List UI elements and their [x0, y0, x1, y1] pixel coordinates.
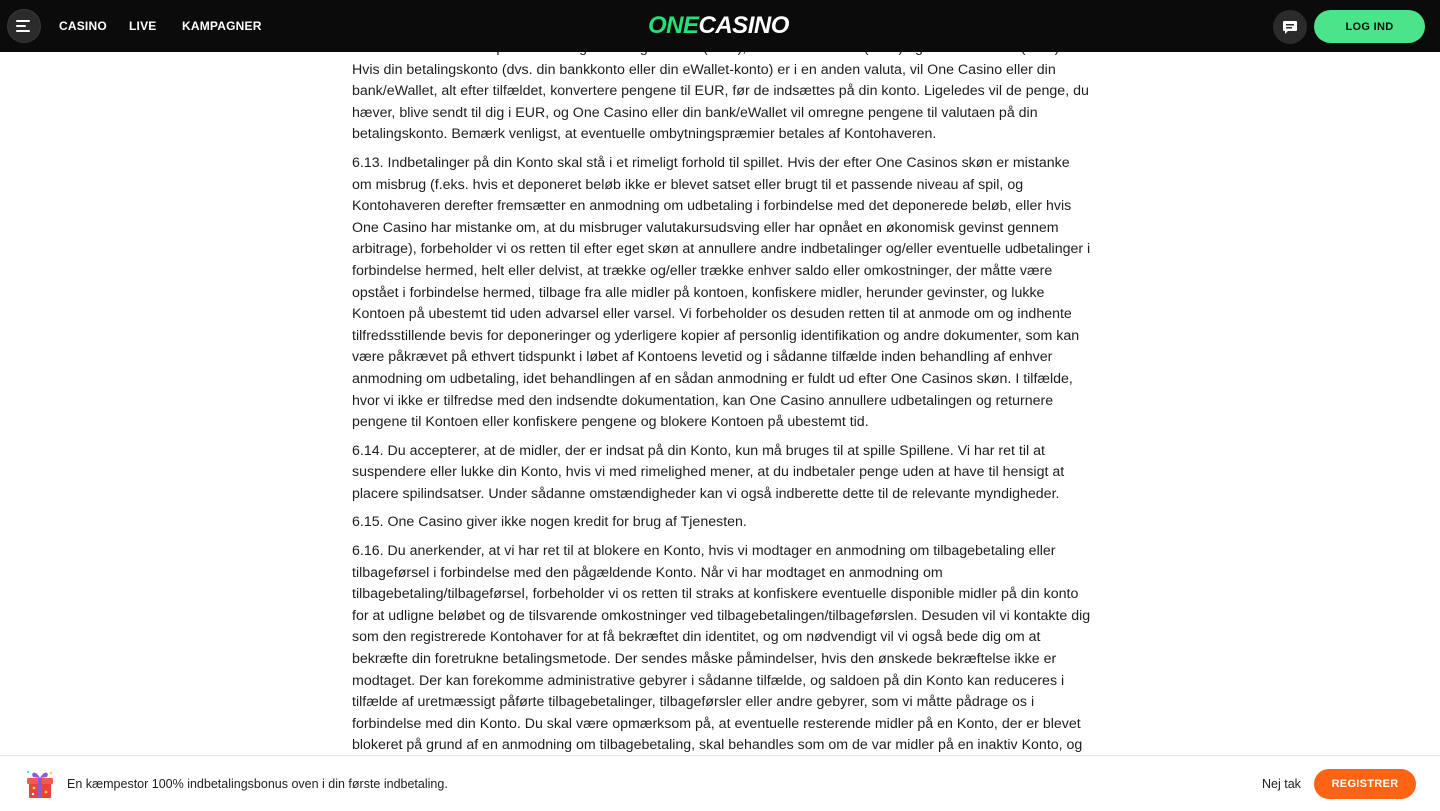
terms-paragraph-6-14: 6.14. Du accepterer, at de midler, der er indsat på din Konto, kun må bruges til at spille Spillene. Vi har ret til at suspendere eller lukke din Konto, hvis vi med rimelighed mener, at du indbetaler penge uden at have til hensigt at placere spilindsatser. Under sådanne omstændigheder kan vi også indberette dette til de relevante myndigheder. [352, 442, 1065, 502]
register-button[interactable]: REGISTRER [1314, 769, 1416, 799]
dismiss-link[interactable]: Nej tak [1262, 776, 1301, 791]
login-button[interactable]: LOG IND [1314, 10, 1425, 43]
promo-text: En kæmpestor 100% indbetalingsbonus oven i din første indbetaling. [67, 776, 448, 791]
hamburger-menu-icon [16, 19, 32, 33]
terms-paragraph-6-15: 6.15. One Casino giver ikke nogen kredit for brug af Tjenesten. [352, 514, 747, 531]
logo-one-text: ONE [648, 12, 699, 39]
promo-bar [0, 755, 1440, 810]
chat-icon [1282, 19, 1298, 35]
chat-button[interactable] [1273, 10, 1307, 44]
top-header [0, 0, 1440, 52]
nav-live[interactable]: LIVE [129, 19, 157, 33]
menu-button[interactable] [7, 9, 41, 43]
logo[interactable] [648, 13, 789, 39]
terms-paragraph-6-12: Hvis din betalingskonto (dvs. din bankkonto eller din eWallet-konto) er i en anden valuta, vil One Casino eller din bank/eWallet, alt efter tilfældet, konvertere pengene til EUR, før de indsættes på din konto. Ligeledes vil de penge, du hæver, blive sendt til dig i EUR, og One Casino eller din bank/eWallet vil omregne pengene til valutaen på din betalingskonto. Bemærk venligst, at eventuelle ombytningspræmier betales af Kontohaveren. [352, 61, 1089, 143]
logo-casino-text: CASINO [698, 12, 789, 39]
nav-kampagner[interactable]: KAMPAGNER [182, 19, 262, 33]
nav-casino[interactable]: CASINO [59, 19, 107, 33]
terms-content [352, 38, 1092, 786]
terms-paragraph-6-16: 6.16. Du anerkender, at vi har ret til at blokere en Konto, hvis vi modtager en anmodning om tilbagebetaling eller tilbageførsel i forbindelse med den pågældende Konto. Når vi har modtaget en anmodning om tilbagebetaling/tilbageførsel, forbeholder vi os retten til straks at konfiskere eventuelle disponible midler på din konto for at udligne beløbet og de tilsvarende omkostninger ved tilbagebetalingen/tilbageførslen. Desuden vil vi kontakte dig som den registrerede Kontohaver for at få bekræftet din identitet, og om nødvendigt vil vi også bede dig om at bekræfte din foretrukne betalingsmetode. Der sendes måske påmindelser, hvis den ønskede bekræftelse ikke er modtaget. Der kan forekomme administrative gebyrer i sådanne tilfælde, og saldoen på din Konto kan reduceres i tilfælde af uretmæssigt påførte tilbagebetalinger, tilbageførsler eller andre gebyrer, som vi måtte pådrage os i forbindelse med din Konto. Du skal være opmærksom på, at eventuelle resterende midler på en Konto, der er blevet blokeret på grund af en anmodning om tilbagebetaling, skal behandles som om de var midler på en inaktiv Konto, og [352, 543, 1091, 754]
gift-icon [24, 768, 56, 800]
terms-paragraph-6-13: 6.13. Indbetalinger på din Konto skal stå i et rimeligt forhold til spillet. Hvis der efter One Casinos skøn er mistanke om misbrug (f.eks. hvis et deponeret beløb ikke er blevet satset eller brugt til et passende niveau af spil, og Kontohaveren derefter fremsætter en anmodning om udbetaling i forbindelse med det deponerede beløb, eller hvis One Casino har mistanke om, at du misbruger valutakursudsving eller har opnået en økonomisk gevinst gennem arbitrage), forbeholder vi os retten til efter eget skøn at annullere andre indbetalinger og/eller eventuelle udbetalinger i forbindelse hermed, helt eller delvist, at trække og/eller trække enhver saldo eller omkostninger, der måtte være opstået i forbindelse hermed, tilbage fra alle midler på kontoen, konfiskere midler, herunder gevinster, og lukke Kontoen på ubestemt tid uden advarsel eller varsel. Vi forbeholder os desuden retten til at anmode om og indhente tilfredsstillende bevis for deponeringer og yderligere kopier af personlig identifikation og andre dokumenter, som kan være påkrævet på ethvert tidspunkt i løbet af Kontoens levetid og i sådanne tilfælde inden behandling af enhver anmodning om udbetaling, idet behandlingen af en sådan anmodning er fuldt ud efter One Casinos skøn. I tilfælde, hvor vi ikke er tilfredse med den indsendte dokumentation, kan One Casino annullere udbetalingen og returnere pengene til Kontoen eller konfiskere pengene og blokere Kontoen på ubestemt tid. [352, 154, 1091, 431]
